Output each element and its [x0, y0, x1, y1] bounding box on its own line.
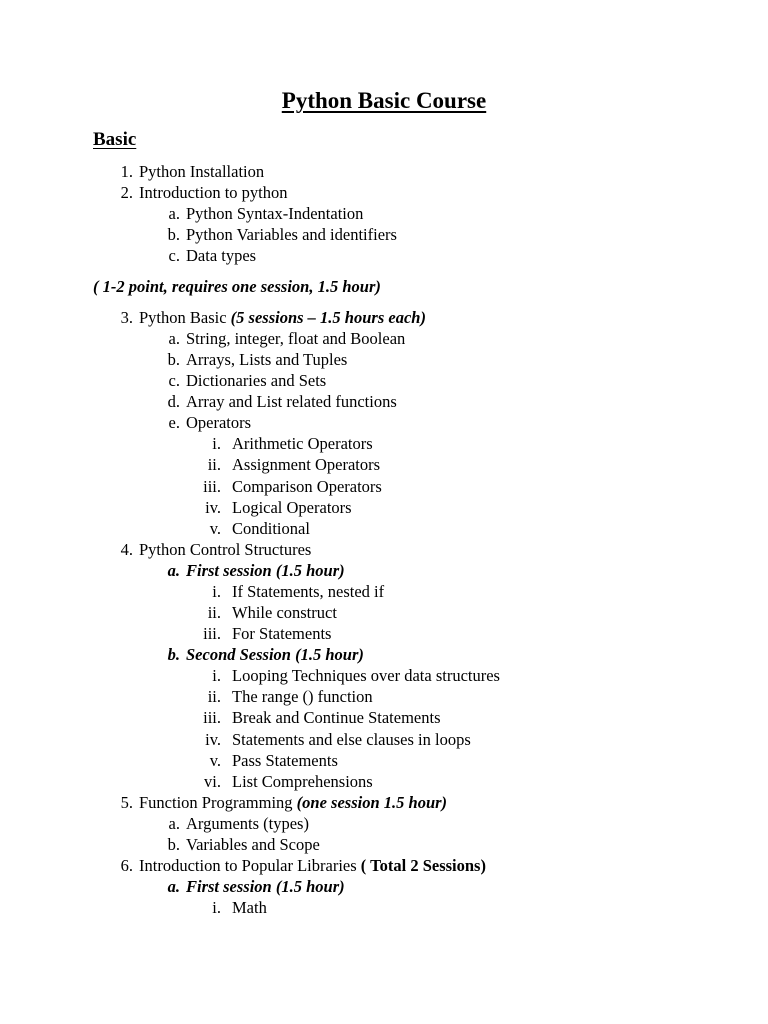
list-item-label: Second Session (1.5 hour) — [186, 645, 364, 664]
list-item-text — [186, 644, 364, 665]
list-item-label: The range () function — [232, 687, 373, 706]
list-item-label: String, integer, float and Boolean — [186, 329, 406, 348]
list-marker: ii. — [207, 687, 221, 706]
list-marker: 2. — [120, 183, 133, 202]
list-item-text — [186, 349, 347, 370]
list-marker: 4. — [120, 540, 133, 559]
list-item-text — [186, 391, 397, 412]
list-item-text — [186, 224, 397, 245]
list-marker: e. — [168, 413, 180, 432]
list-item-label: Arrays, Lists and Tuples — [186, 350, 348, 369]
list-marker: a. — [168, 814, 180, 833]
list-item-text — [232, 476, 382, 497]
list-item-label: Pass Statements — [232, 751, 338, 770]
list-item-text — [139, 161, 264, 182]
session-note: ( 1-2 point, requires one session, 1.5 hour) — [93, 277, 381, 296]
list-item-label: Statements and else clauses in loops — [232, 730, 471, 749]
list-item-label: List Comprehensions — [232, 772, 373, 791]
list-item-label: Break and Continue Statements — [232, 708, 441, 727]
session-duration-label: (5 sessions – 1.5 hours each) — [230, 308, 426, 327]
list-item-text — [186, 412, 251, 433]
list-marker: vi. — [204, 772, 221, 791]
list-marker: b. — [167, 350, 180, 369]
list-marker: ii. — [207, 455, 221, 474]
list-item-text — [186, 203, 363, 224]
list-item-label: If Statements, nested if — [232, 582, 385, 601]
list-marker: 5. — [120, 793, 133, 812]
list-item-text — [232, 771, 373, 792]
list-marker: 6. — [120, 856, 133, 875]
list-item-text — [232, 686, 373, 707]
session-duration-label: ( Total 2 Sessions) — [360, 856, 486, 875]
list-item-text — [186, 813, 309, 834]
list-item-label: For Statements — [232, 624, 332, 643]
list-marker: iii. — [203, 624, 221, 643]
list-marker: d. — [167, 392, 180, 411]
list-item-text — [232, 729, 471, 750]
list-item-label: Introduction to python — [139, 183, 288, 202]
list-marker: v. — [209, 519, 221, 538]
list-item-text — [139, 539, 311, 560]
list-item-label: Operators — [186, 413, 252, 432]
list-item-text — [139, 792, 447, 813]
list-item-label: Looping Techniques over data structures — [232, 666, 500, 685]
list-item-label: Python Control Structures — [139, 540, 312, 559]
list-item-label: First session (1.5 hour) — [186, 561, 345, 580]
list-item-label: Arithmetic Operators — [232, 434, 373, 453]
list-item-text — [139, 855, 486, 876]
list-item-label: While construct — [232, 603, 337, 622]
list-item-label: Variables and Scope — [186, 835, 320, 854]
list-item-text — [232, 497, 352, 518]
list-marker: i. — [212, 898, 221, 917]
list-item-label: Logical Operators — [232, 498, 352, 517]
list-marker: iv. — [205, 730, 221, 749]
list-marker: iii. — [203, 708, 221, 727]
list-item-text — [232, 623, 331, 644]
list-marker: ii. — [207, 603, 221, 622]
list-marker: 3. — [120, 308, 133, 327]
list-marker: b. — [167, 835, 180, 854]
list-item-label: Dictionaries and Sets — [186, 371, 327, 390]
list-item-text — [232, 665, 500, 686]
list-item-text — [232, 897, 267, 918]
list-item-label: Math — [232, 898, 267, 917]
list-item-text — [186, 245, 256, 266]
list-marker: i. — [212, 666, 221, 685]
section-heading: Basic — [93, 129, 137, 150]
list-item-label: Arguments (types) — [186, 814, 309, 833]
list-marker: a. — [168, 204, 180, 223]
list-marker: b. — [167, 225, 180, 244]
list-item-text — [232, 581, 384, 602]
list-item-text — [232, 518, 310, 539]
list-marker: i. — [212, 434, 221, 453]
session-duration-label: (one session 1.5 hour) — [296, 793, 448, 812]
list-item-label: Python Basic — [139, 308, 231, 327]
list-item-text — [186, 876, 345, 897]
list-item-text — [139, 182, 287, 203]
list-marker: a. — [167, 877, 180, 896]
list-item-label: Introduction to Popular Libraries — [139, 856, 361, 875]
list-item-label: Python Installation — [139, 162, 265, 181]
list-marker: i. — [212, 582, 221, 601]
list-item-label: First session (1.5 hour) — [186, 877, 345, 896]
list-item-text — [139, 307, 426, 328]
list-marker: v. — [209, 751, 221, 770]
list-item-label: Comparison Operators — [232, 477, 382, 496]
list-marker: c. — [168, 246, 180, 265]
list-marker: c. — [168, 371, 180, 390]
list-marker: a. — [168, 329, 180, 348]
list-item-text — [232, 602, 337, 623]
list-marker: b. — [167, 645, 180, 664]
list-item-label: Python Variables and identifiers — [186, 225, 397, 244]
list-marker: a. — [167, 561, 180, 580]
list-item-text — [186, 328, 405, 349]
list-item-label: Function Programming — [139, 793, 297, 812]
list-item-text — [232, 707, 441, 728]
list-item-text — [186, 370, 326, 391]
list-item-text — [232, 454, 380, 475]
list-item-label: Assignment Operators — [232, 455, 381, 474]
list-item-text — [186, 834, 320, 855]
list-item-label: Data types — [186, 246, 257, 265]
list-item-label: Python Syntax-Indentation — [186, 204, 364, 223]
list-item-label: Conditional — [232, 519, 310, 538]
list-item-text — [232, 750, 338, 771]
page-title: Python Basic Course — [281, 88, 487, 113]
list-item-label: Array and List related functions — [186, 392, 397, 411]
list-item-text — [186, 560, 345, 581]
list-marker: iv. — [205, 498, 221, 517]
list-marker: iii. — [203, 477, 221, 496]
list-marker: 1. — [120, 162, 133, 181]
list-item-text — [232, 433, 373, 454]
